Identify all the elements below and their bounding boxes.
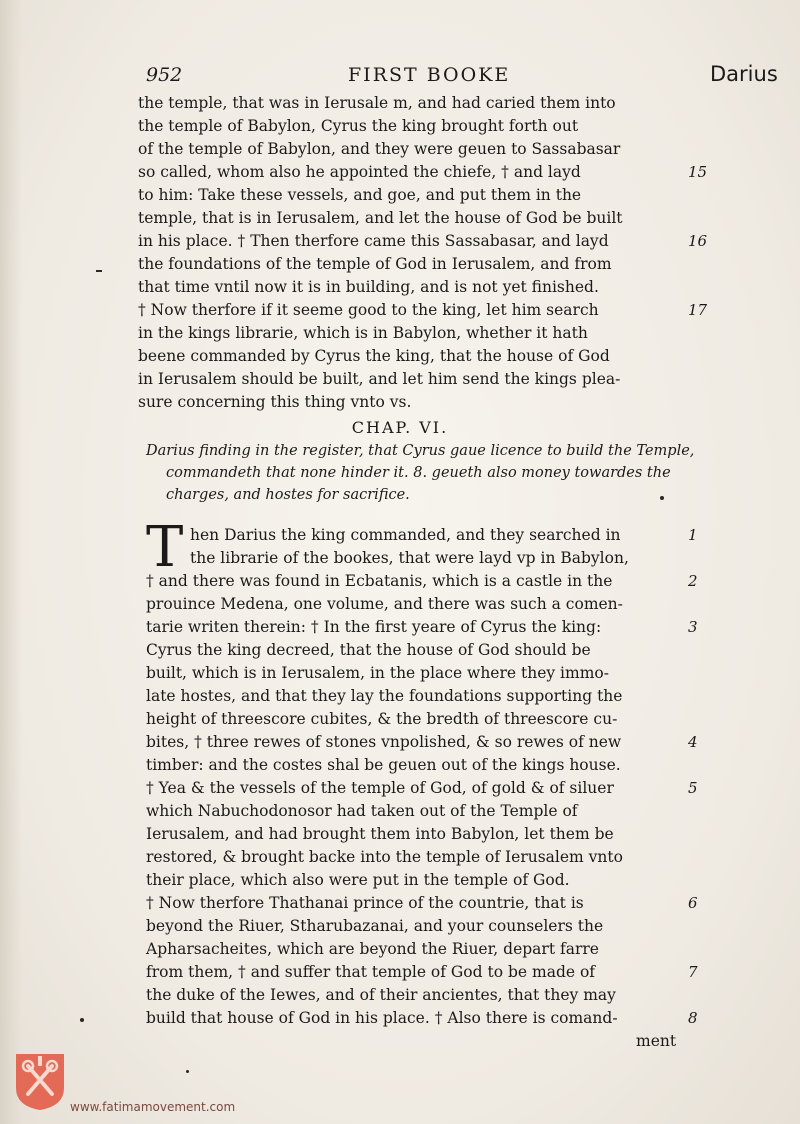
chapter-summary-line: charges, and hostes for sacrifice. <box>166 487 410 503</box>
chapter-summary-line: commandeth that none hinder it. 8. geueth also money towardes the <box>166 465 671 481</box>
running-head <box>0 62 800 92</box>
verse-number: 1 <box>688 526 698 544</box>
text-line: Cyrus the king decreed, that the house of God should be <box>146 641 591 659</box>
text-line: the duke of the Iewes, and of their ancientes, that they may <box>146 986 616 1004</box>
text-line: timber: and the costes shal be geuen out of the kings house. <box>146 756 621 774</box>
verse-number: 6 <box>688 894 698 912</box>
text-line: beene commanded by Cyrus the king, that the house of God <box>138 347 610 365</box>
text-line: the foundations of the temple of God in Ierusalem, and from <box>138 255 612 273</box>
text-line: in Ierusalem should be built, and let him send the kings plea- <box>138 370 621 388</box>
verse-number: 17 <box>688 301 708 319</box>
text-line: Ierusalem, and had brought them into Babylon, let them be <box>146 825 614 843</box>
text-line: their place, which also were put in the temple of God. <box>146 871 570 889</box>
text-line: that time vntil now it is in building, and is not yet finished. <box>138 278 599 296</box>
text-line: height of threescore cubites, & the bredth of threescore cu- <box>146 710 618 728</box>
text-line: the librarie of the bookes, that were layd vp in Babylon, <box>190 549 629 567</box>
chapter-summary-line: Darius finding in the register, that Cyrus gaue licence to build the Temple, <box>146 443 695 459</box>
verse-number: 2 <box>688 572 698 590</box>
verse-number: 8 <box>688 1009 698 1027</box>
catchword: ment <box>636 1032 677 1050</box>
margin-speck <box>660 496 664 500</box>
verse-number: 4 <box>688 733 698 751</box>
text-line: † Now therfore if it seeme good to the king, let him search <box>138 301 599 319</box>
corner-word: Darius <box>710 62 778 86</box>
text-line: tarie writen therein: † In the first yeare of Cyrus the king: <box>146 618 602 636</box>
text-line: of the temple of Babylon, and they were geuen to Sassabasar <box>138 140 621 158</box>
text-line: hen Darius the king commanded, and they searched in <box>190 526 621 544</box>
text-line: beyond the Riuer, Stharubazanai, and your counselers the <box>146 917 604 935</box>
verse-number: 7 <box>688 963 698 981</box>
margin-speck <box>186 1070 189 1073</box>
text-line: built, which is in Ierusalem, in the place where they immo- <box>146 664 609 682</box>
text-line: late hostes, and that they lay the foundations supporting the <box>146 687 623 705</box>
text-line: to him: Take these vessels, and goe, and put them in the <box>138 186 582 204</box>
verse-number: 15 <box>688 163 708 181</box>
text-line: from them, † and suffer that temple of God to be made of <box>146 963 596 981</box>
text-line: prouince Medena, one volume, and there was such a comen- <box>146 595 623 613</box>
text-line: † and there was found in Ecbatanis, which is a castle in the <box>146 572 613 590</box>
verse-number: 5 <box>688 779 698 797</box>
text-line: † Now therfore Thathanai prince of the countrie, that is <box>146 894 584 912</box>
page-edge-shadow <box>0 0 22 1124</box>
text-line: the temple, that was in Ierusale m, and had caried them into <box>138 94 616 112</box>
text-line: restored, & brought backe into the temple of Ierusalem vnto <box>146 848 623 866</box>
text-line: so called, whom also he appointed the chiefe, † and layd <box>138 163 581 181</box>
text-line: build that house of God in his place. † Also there is comand- <box>146 1009 618 1027</box>
text-line: Apharsacheites, which are beyond the Riuer, depart farre <box>146 940 599 958</box>
verse-number: 3 <box>688 618 698 636</box>
chapter-heading: CHAP. VI. <box>351 418 449 437</box>
text-line: which Nabuchodonosor had taken out of the Temple of <box>146 802 578 820</box>
text-line: † Yea & the vessels of the temple of God, of gold & of siluer <box>146 779 614 797</box>
verse-number: 16 <box>688 232 708 250</box>
footer-url[interactable]: www.fatimamovement.com <box>70 1100 236 1114</box>
running-title: FIRST BOOKE <box>348 64 511 86</box>
margin-speck <box>80 1018 84 1022</box>
text-line: in his place. † Then therfore came this Sassabasar, and layd <box>138 232 609 250</box>
text-line: the temple of Babylon, Cyrus the king brought forth out <box>138 117 579 135</box>
text-line: in the kings librarie, which is in Babylon, whether it hath <box>138 324 588 342</box>
margin-mark <box>96 270 102 272</box>
drop-cap: T <box>146 515 184 580</box>
text-line: sure concerning this thing vnto vs. <box>138 393 412 411</box>
text-line: bites, † three rewes of stones vnpolished, & so rewes of new <box>146 733 622 751</box>
page-number: 952 <box>146 64 183 86</box>
text-line: temple, that is in Ierusalem, and let the house of God be built <box>138 209 623 227</box>
watermark-seal-icon <box>14 1052 66 1112</box>
